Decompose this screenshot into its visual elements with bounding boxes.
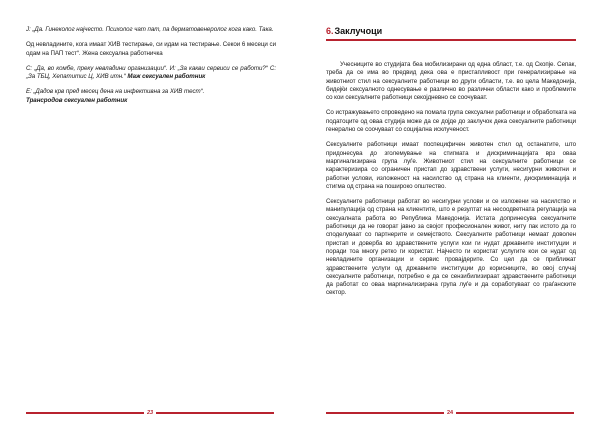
section-title: Заклучоци [334, 26, 383, 36]
footer-rule-left [26, 412, 144, 413]
quote-e-attribution: Трансродов сексуален работник [26, 96, 128, 104]
page-23-footer [26, 408, 274, 418]
section-heading [326, 26, 576, 41]
conclusion-paragraph-2: Со истражувањето спроведено на помала група сексуални работници и обработката на податоците од оваа студија може да се дојде до заклучок дека сексуалните работници генерално се соочуваат со социјална исклученост. [326, 109, 576, 134]
conclusion-paragraph-1: Учесниците во студијата беа мобилизирани од една област, т.е. од Скопје. Сепак, треба да се има во предвид дека ова е пристапливост при генерализирање на животниот стил на сексуалните работници во други области, т.е. во цела Македонија, бидејќи сексуалното однесување е различно во различни области како и проблемите со кои сексуалните работници секојдневно се соочуваат. [326, 61, 576, 102]
page-23-content [26, 26, 276, 112]
page-24-footer [326, 408, 574, 418]
section-number: 6. [326, 26, 334, 36]
quote-gynecologist: Ј: „Да. Гинеколог најчесто. Психолог чат пат, па дерматовенеролог кога како. Така. [26, 26, 274, 33]
quote-e-text: Е: „Дадов крв пред месец дена на инфективна за ХИВ тест“. [26, 88, 205, 96]
quote-blood-test [26, 88, 276, 105]
footer-rule-right [456, 412, 574, 413]
footer-rule-right [156, 412, 274, 413]
page-number: 24 [446, 410, 454, 416]
page-24 [300, 0, 600, 425]
page-24-content [326, 26, 576, 305]
conclusion-paragraph-3: Сексуалните работници имаат поспецифичен животен стил од останатите, што придонесува до зголемување на стигмата и дискриминацијата врз оваа маргинализирана група луѓе. Животниот стил на сексуалните работници се карактеризира со ограничен пристап до здравствени услуги, несигурни животни и работни услови, изложеност на насилство од страна на клиенти, дискриминација и стигма од страна на пошироко општество. [326, 141, 576, 190]
footer-rule-left [326, 412, 444, 413]
page-number: 23 [146, 410, 154, 416]
quote-c-attribution: Маж сексуален работник [127, 73, 206, 81]
quote-van-services [26, 65, 276, 82]
quote-c-text: С: „Да, во комбе, преку невладини организации“. И: „За какви сервиси се работи?“ С: „За ТБЦ, Хепатитис Ц, ХИВ итн.“ [26, 64, 276, 81]
conclusion-paragraph-4: Сексуалните работници работат во несигурни услови и се изложени на насилство и манипулација од страна на клиентите, што е резултат на несоодветната регулација на сексуалната работа во Република Македонија. Истата допринесува сексуалните работници да не говорат јавно за својот професионален живот, ниту пак истото да го споделуваат со партнерите и семејството. Сексуалните работници немаат доволен пристап и доверба во здравствените услуги кои ги нудат државните институции и поради тоа многу ретко ги користат. Најчесто ги користат услугите кои се нудат од невладините организации и сервис провајдерите. Со цел да се приближат здравствените услуги од државните институции до корисниците, во овој случај сексуалните работници, потребно е да се сензибилизираат здравствените работници да работат со оваа маргинализирана група луѓе и да соработуваат со граѓанските сектор. [326, 198, 576, 297]
quote-hiv-testing: Од невладините, кога имаат ХИВ тестирање, си идам на тестирање. Секои 6 месеци си одам на ПАП тест“. Жена сексуална работничка [26, 41, 276, 57]
